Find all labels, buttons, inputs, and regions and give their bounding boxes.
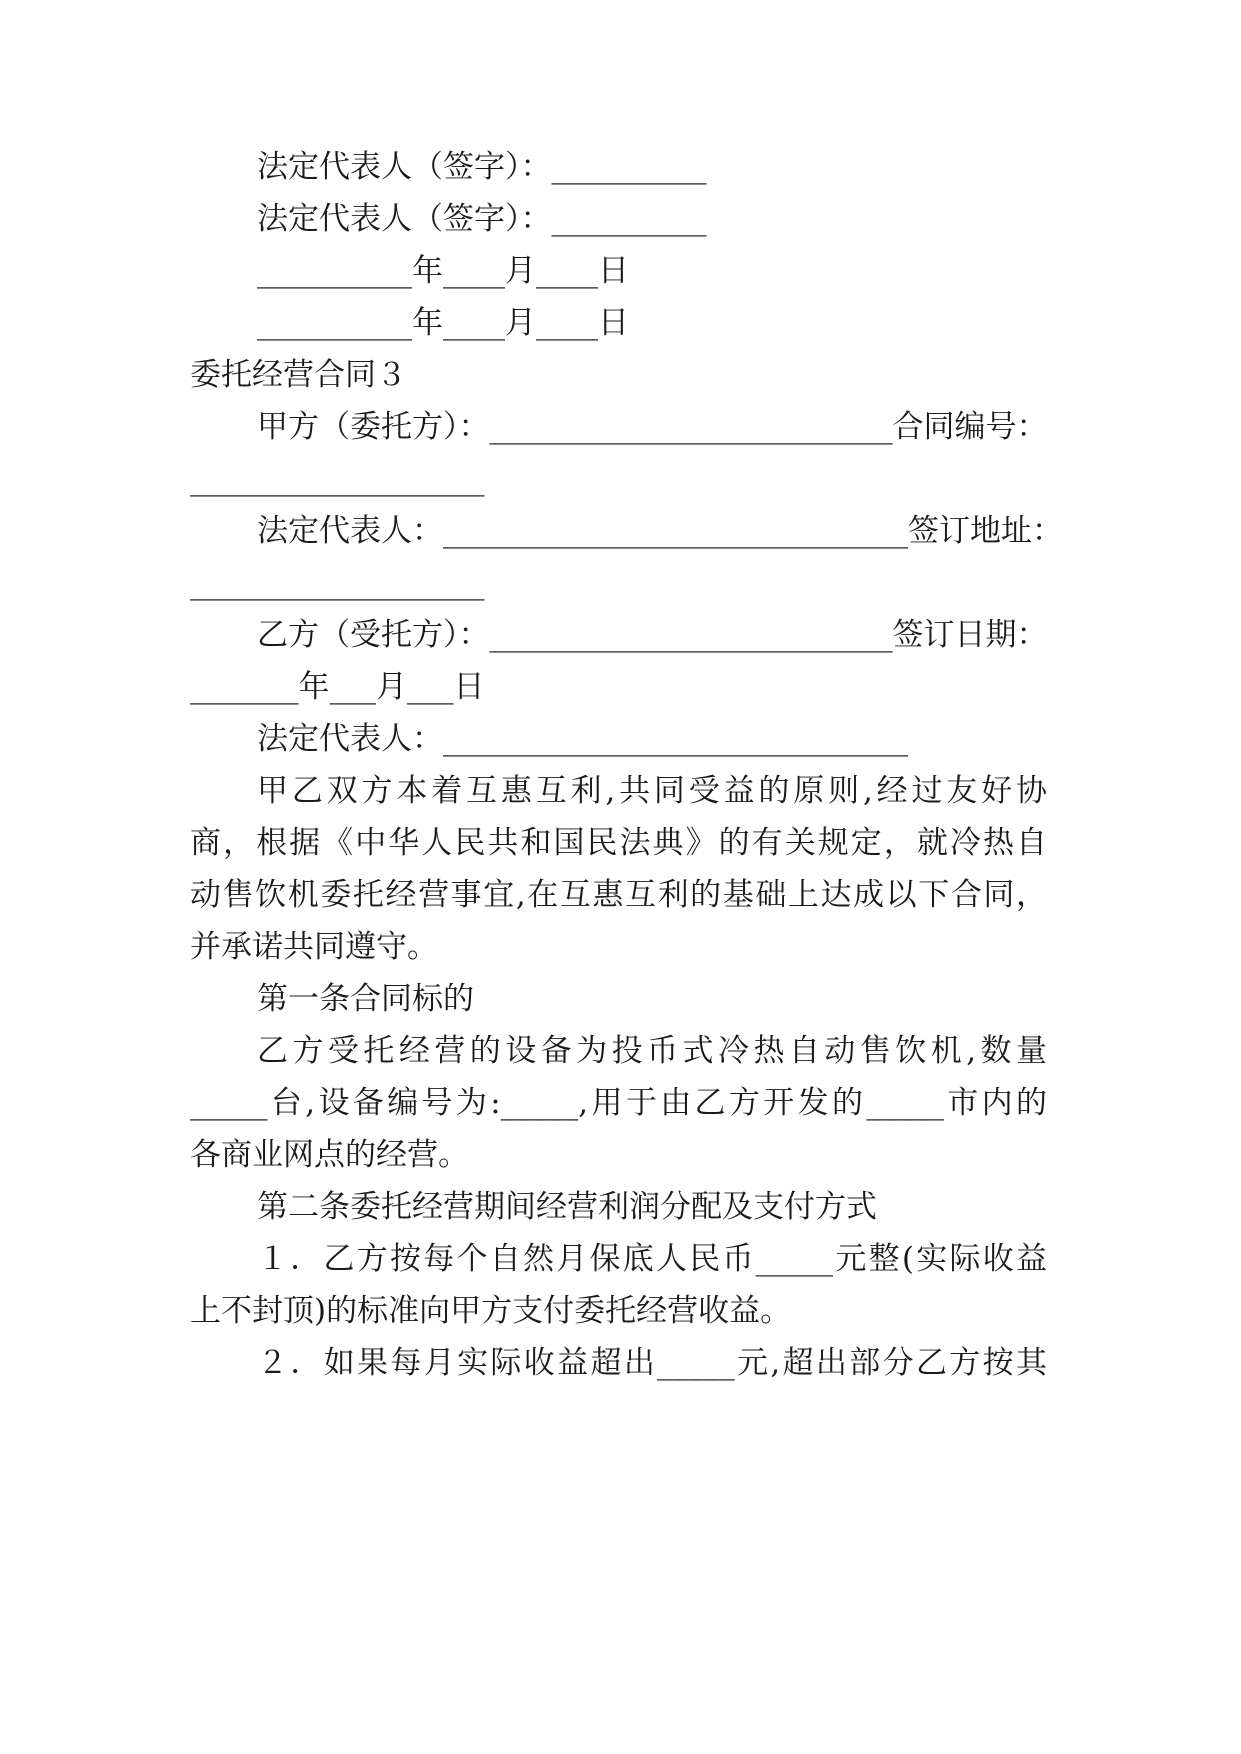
article-2-title: 第二条委托经营期间经营利润分配及支付方式 [257,1189,877,1225]
article-2-item-2-line: ２．如果每月实际收益超出_____元,超出部分乙方按其 [257,1345,1047,1381]
legal-rep-b-line: 法定代表人：______________________________ [257,721,908,757]
contract-title: 委托经营合同３ [190,357,407,393]
legal-rep-signature-line-2: 法定代表人（签字）：__________ [257,201,707,237]
signing-date-blank: _______年___月___日 [190,669,485,705]
intro-paragraph-line: 动售饮机委托经营事宜,在互惠互利的基础上达成以下合同， [190,877,1047,913]
legal-rep-signature-line-1: 法定代表人（签字）：__________ [257,149,707,185]
article-1-body-line: _____台,设备编号为:_____,用于由乙方开发的_____市内的 [190,1085,1047,1121]
article-2-item-1-line: 上不封顶)的标准向甲方支付委托经营收益。 [190,1293,792,1329]
intro-paragraph-line: 甲乙双方本着互惠互利,共同受益的原则,经过友好协 [257,773,1047,809]
signature-date-line-2: __________年____月____日 [257,305,629,341]
party-a-line: 甲方（委托方）：__________________________合同编号： [257,409,1048,445]
signature-date-line-1: __________年____月____日 [257,253,629,289]
signing-address-blank: ___________________ [190,565,485,601]
article-1-title: 第一条合同标的 [257,981,474,1017]
intro-paragraph-line: 商，根据《中华人民共和国民法典》的有关规定，就冷热自 [190,825,1047,861]
contract-number-blank: ___________________ [190,461,485,497]
intro-paragraph-line: 并承诺共同遵守。 [190,929,438,965]
party-b-line: 乙方（受托方）：__________________________签订日期： [257,617,1048,653]
article-2-item-1-line: １．乙方按每个自然月保底人民币_____元整(实际收益 [257,1241,1047,1277]
article-1-body-line: 乙方受托经营的设备为投币式冷热自动售饮机,数量 [257,1033,1047,1069]
legal-rep-a-line: 法定代表人：______________________________签订地址： [257,513,1063,549]
article-1-body-line: 各商业网点的经营。 [190,1137,469,1173]
